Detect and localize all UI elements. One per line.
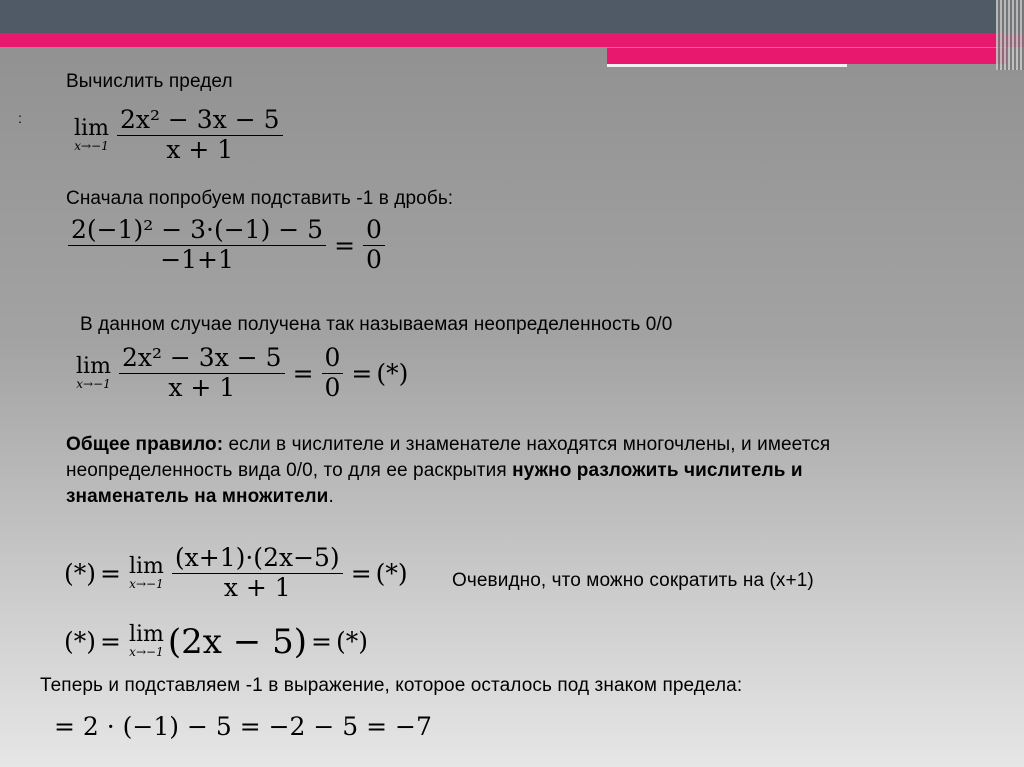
numerator: (x+1)·(2x−5) xyxy=(172,544,343,574)
indeterminate-text: В данном случае получена так называемая неопределенность 0/0 xyxy=(80,314,673,335)
lim-word: lim xyxy=(128,553,164,579)
final-result: = 2 · (−1) − 5 = −2 − 5 = −7 xyxy=(54,712,432,741)
accent-stripe-short xyxy=(607,48,1007,64)
substituted-fraction xyxy=(68,216,326,275)
fraction xyxy=(117,106,283,165)
numerator: 0 xyxy=(363,216,385,246)
denominator: x + 1 xyxy=(166,134,234,164)
slide-heading: Вычислить предел xyxy=(66,71,233,92)
accent-stripe xyxy=(0,33,1024,47)
limit-operator xyxy=(129,624,164,659)
star-marker: (*) xyxy=(335,627,368,657)
equals-sign: = xyxy=(351,358,373,388)
corner-pattern xyxy=(996,0,1024,70)
numerator: 0 xyxy=(322,344,344,374)
denominator: −1+1 xyxy=(160,244,234,274)
zero-over-zero xyxy=(322,344,344,403)
denominator: x + 1 xyxy=(223,572,291,602)
factored-fraction xyxy=(172,544,343,603)
cancel-note: Очевидно, что можно сократить на (x+1) xyxy=(452,570,814,591)
rule-label: Общее правило: xyxy=(66,434,224,455)
numerator: 2x² − 3x − 5 xyxy=(119,344,285,374)
equals-sign: = xyxy=(100,627,121,657)
rule-text: если в числителе и знаменателе находятся многочлены, и имеется неопределенность вида 0/0, то для ее раскрытия xyxy=(66,434,831,481)
substitution-expression xyxy=(64,216,389,275)
equals-sign: = xyxy=(310,627,332,657)
stray-colon: : xyxy=(18,110,22,126)
limit-operator xyxy=(128,553,164,591)
limit-operator xyxy=(76,353,111,391)
simplified-expression xyxy=(64,621,368,662)
equals-sign: = xyxy=(334,230,356,260)
star-marker: (*) xyxy=(64,627,97,657)
accent-line xyxy=(607,64,847,67)
limit-operator xyxy=(74,115,109,153)
denominator: 0 xyxy=(366,244,382,274)
lim-subscript: x→−1 xyxy=(76,376,111,391)
star-marker: (*) xyxy=(64,558,97,588)
numerator: 2x² − 3x − 5 xyxy=(117,106,283,136)
numerator: 2(−1)² − 3·(−1) − 5 xyxy=(68,216,326,246)
lim-subscript: x→−1 xyxy=(74,138,109,153)
limit-indeterminate-expression xyxy=(72,344,408,403)
lim-subscript: x→−1 xyxy=(129,645,164,659)
title-bar-decoration xyxy=(0,0,1024,33)
step-substitute-text: Сначала попробуем подставить -1 в дробь: xyxy=(66,188,454,209)
general-rule-paragraph xyxy=(66,432,906,510)
substitute-again-text: Теперь и подставляем -1 в выражение, которое осталось под знаком предела: xyxy=(40,675,743,696)
equals-sign: = xyxy=(350,558,372,588)
denominator: x + 1 xyxy=(168,372,236,402)
factored-expression xyxy=(64,544,408,603)
rule-emphasis: нужно разложить числитель и знаменатель на множители xyxy=(66,460,803,507)
lim-subscript: x→−1 xyxy=(129,576,164,591)
star-marker: (*) xyxy=(375,558,408,588)
equals-sign: = xyxy=(292,358,314,388)
denominator: 0 xyxy=(324,372,341,402)
limit-body: (2x − 5) xyxy=(167,621,307,662)
fraction xyxy=(119,344,285,403)
lim-word: lim xyxy=(128,622,164,647)
rule-period: . xyxy=(328,486,334,507)
lim-word: lim xyxy=(74,115,109,141)
limit-expression xyxy=(70,106,287,165)
star-marker: (*) xyxy=(376,358,409,388)
equals-sign: = xyxy=(100,558,121,588)
lim-word: lim xyxy=(76,353,111,379)
result-fraction xyxy=(363,216,385,275)
